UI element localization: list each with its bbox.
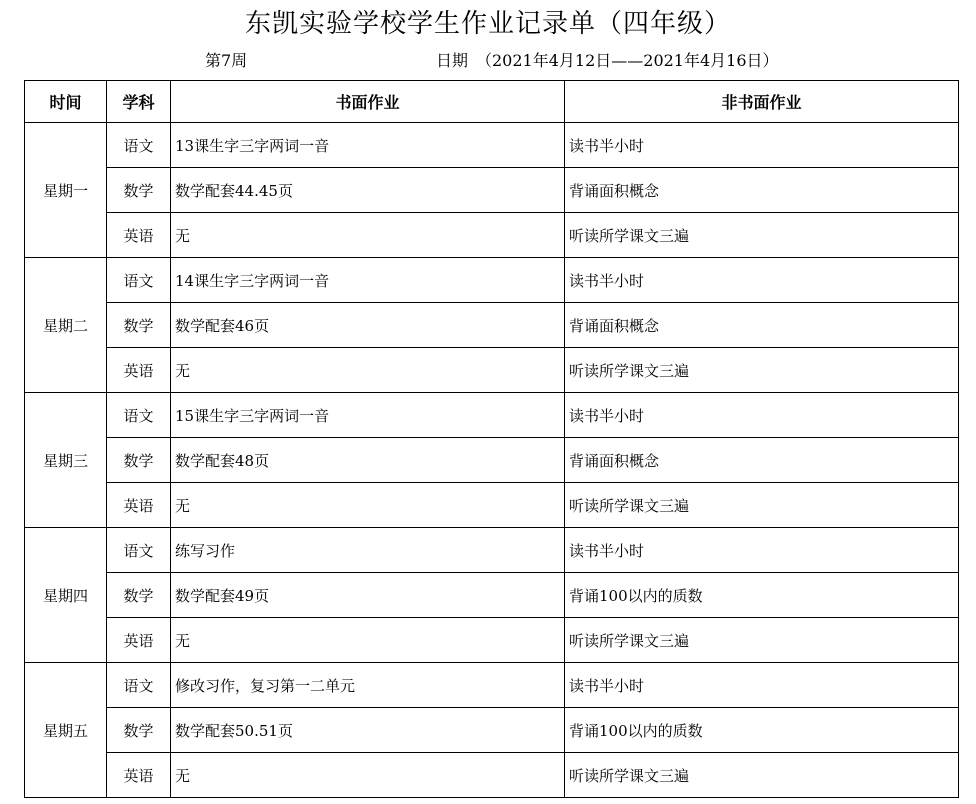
table-row [25,168,959,213]
day-cell: 星期三 [25,393,107,528]
table-row [25,753,959,798]
table-row [25,483,959,528]
subject-cell: 语文 [107,528,171,573]
nonwritten-homework-cell: 读书半小时 [565,528,959,573]
table-row [25,528,959,573]
written-homework-cell: 数学配套46页 [171,303,565,348]
homework-table [24,80,959,798]
nonwritten-homework-cell: 背诵100以内的质数 [565,708,959,753]
day-cell: 星期四 [25,528,107,663]
written-homework-cell: 数学配套49页 [171,573,565,618]
written-homework-cell: 练写习作 [171,528,565,573]
header-time: 时间 [25,81,107,123]
table-row [25,618,959,663]
written-homework-cell: 数学配套50.51页 [171,708,565,753]
header-written: 书面作业 [171,81,565,123]
written-homework-cell: 无 [171,348,565,393]
header-row [25,81,959,123]
written-homework-cell: 数学配套44.45页 [171,168,565,213]
nonwritten-homework-cell: 听读所学课文三遍 [565,483,959,528]
table-row [25,303,959,348]
nonwritten-homework-cell: 背诵100以内的质数 [565,573,959,618]
written-homework-cell: 13课生字三字两词一音 [171,123,565,168]
nonwritten-homework-cell: 背诵面积概念 [565,438,959,483]
written-homework-cell: 无 [171,213,565,258]
nonwritten-homework-cell: 听读所学课文三遍 [565,213,959,258]
table-row [25,438,959,483]
subject-cell: 数学 [107,438,171,483]
subject-cell: 数学 [107,708,171,753]
written-homework-cell: 无 [171,483,565,528]
written-homework-cell: 15课生字三字两词一音 [171,393,565,438]
subject-cell: 英语 [107,483,171,528]
nonwritten-homework-cell: 读书半小时 [565,258,959,303]
week-label: 第7周 [205,51,248,70]
subject-cell: 数学 [107,168,171,213]
table-row [25,393,959,438]
subject-cell: 英语 [107,618,171,663]
subject-cell: 语文 [107,393,171,438]
written-homework-cell: 无 [171,618,565,663]
table-row [25,258,959,303]
page-title: 东凯实验学校学生作业记录单（四年级） [244,9,731,39]
written-homework-cell: 无 [171,753,565,798]
subject-cell: 语文 [107,258,171,303]
subject-cell: 英语 [107,213,171,258]
table-body [25,123,959,798]
day-cell: 星期五 [25,663,107,798]
table-row [25,708,959,753]
nonwritten-homework-cell: 读书半小时 [565,123,959,168]
table-row [25,348,959,393]
subject-cell: 英语 [107,753,171,798]
written-homework-cell: 修改习作，复习第一二单元 [171,663,565,708]
subject-cell: 语文 [107,663,171,708]
nonwritten-homework-cell: 读书半小时 [565,393,959,438]
subject-cell: 英语 [107,348,171,393]
nonwritten-homework-cell: 听读所学课文三遍 [565,753,959,798]
date-range: 日期 （2021年4月12日——2021年4月16日） [436,51,779,70]
written-homework-cell: 14课生字三字两词一音 [171,258,565,303]
table-row [25,213,959,258]
header-subject: 学科 [107,81,171,123]
table-row [25,573,959,618]
day-cell: 星期一 [25,123,107,258]
nonwritten-homework-cell: 听读所学课文三遍 [565,618,959,663]
nonwritten-homework-cell: 听读所学课文三遍 [565,348,959,393]
subject-cell: 数学 [107,573,171,618]
day-cell: 星期二 [25,258,107,393]
subject-cell: 数学 [107,303,171,348]
nonwritten-homework-cell: 背诵面积概念 [565,303,959,348]
nonwritten-homework-cell: 读书半小时 [565,663,959,708]
nonwritten-homework-cell: 背诵面积概念 [565,168,959,213]
subject-cell: 语文 [107,123,171,168]
table-row [25,663,959,708]
header-nonwritten: 非书面作业 [565,81,959,123]
written-homework-cell: 数学配套48页 [171,438,565,483]
table-row [25,123,959,168]
